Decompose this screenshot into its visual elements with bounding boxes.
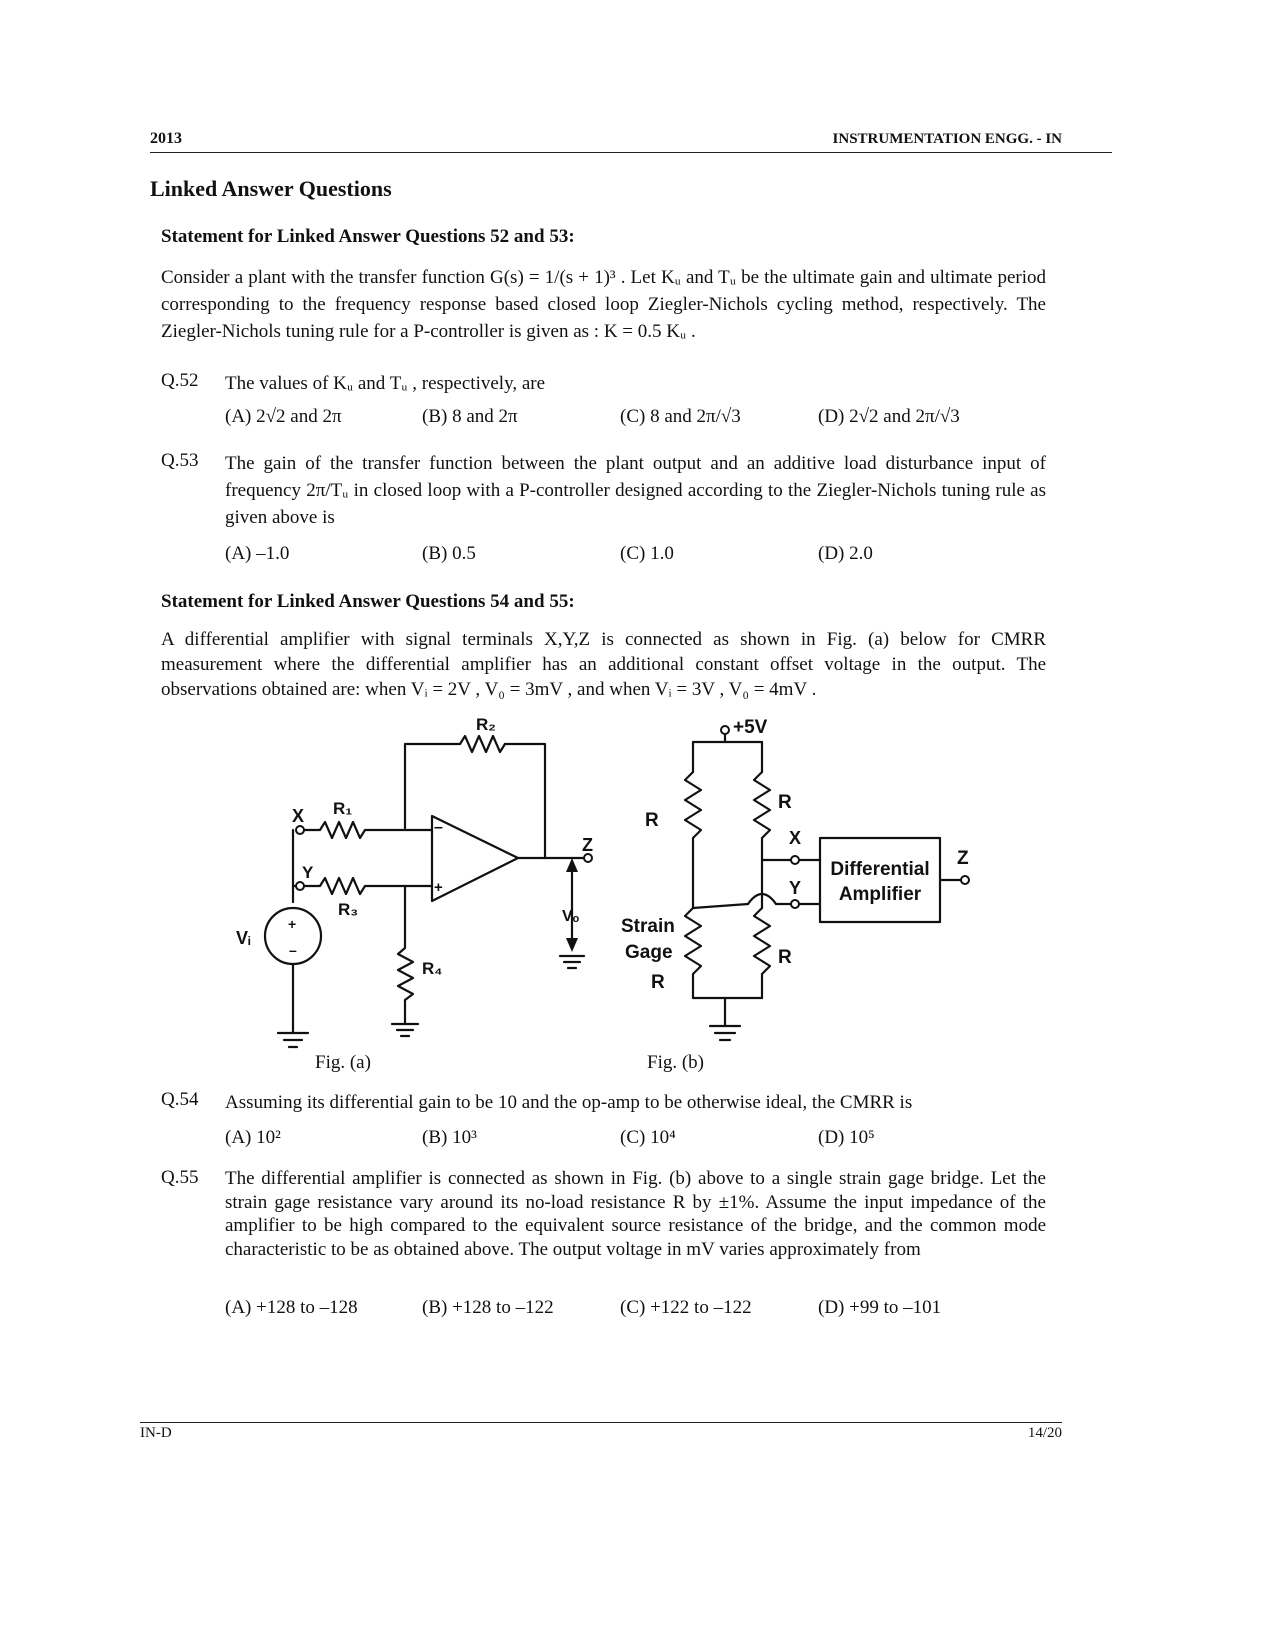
q55-text: The differential amplifier is connected as shown in Fig. (b) above to a single strain gage bridge. Let the strain gage resistance vary around its no-load resistance R by ±1%. Assume the input impedance of the amplifier to be high compared to the equivalent source resistance of the bridge, and the common mode characteristic to be as obtained above. The output voltage in mV varies approximately from bbox=[225, 1168, 1046, 1260]
fig-a-opamp-minus: – bbox=[434, 819, 443, 836]
q54-text: Assuming its differential gain to be 10 and the op-amp to be otherwise ideal, the CMRR is bbox=[225, 1092, 913, 1113]
fig-a-source-minus: – bbox=[289, 942, 297, 958]
q55-number: Q.55 bbox=[161, 1167, 199, 1188]
section-title: Linked Answer Questions bbox=[150, 176, 392, 201]
fig-a-label-r2: R₂ bbox=[476, 715, 496, 734]
q55-option-a: (A) +128 to –128 bbox=[225, 1297, 358, 1318]
q53-option-d: (D) 2.0 bbox=[818, 543, 873, 564]
q55-option-c: (C) +122 to –122 bbox=[620, 1297, 752, 1318]
fig-b-label-r-strain: R bbox=[651, 972, 665, 993]
statement2-text: A differential amplifier with signal terminals X,Y,Z is connected as shown in Fig. (a) below for CMRR measurement where the differential amplifier has an additional constant offset voltage in the output. The observations obtained are: when Vᵢ = 2V , V₀ = 3mV , and when Vᵢ = 3V , V₀ = 4mV . bbox=[161, 629, 1046, 700]
header-rule bbox=[150, 152, 1112, 153]
q53-option-c: (C) 1.0 bbox=[620, 543, 674, 564]
fig-b-label-y: Y bbox=[789, 878, 802, 898]
fig-a-label-r1: R₁ bbox=[333, 799, 353, 818]
footer-code: IN-D bbox=[140, 1425, 172, 1441]
q53-text: The gain of the transfer function between the plant output and an additive load disturbance input of frequency 2π/Tᵤ in closed loop with a P-controller designed according to the Ziegler-Nichols tuning rule as given above is bbox=[225, 453, 1046, 528]
figure-a-diagram bbox=[220, 708, 610, 1058]
fig-a-label-vi: Vᵢ bbox=[236, 928, 251, 948]
figure-b-caption: Fig. (b) bbox=[647, 1052, 704, 1073]
fig-a-label-z: Z bbox=[582, 835, 593, 855]
header-year: 2013 bbox=[150, 130, 182, 147]
footer-page: 14/20 bbox=[1027, 1425, 1062, 1441]
q52-option-a: (A) 2√2 and 2π bbox=[225, 406, 342, 427]
q54-option-c: (C) 10⁴ bbox=[620, 1127, 676, 1148]
q52-text: The values of Kᵤ and Tᵤ , respectively, are bbox=[225, 373, 546, 394]
fig-b-label-r-left: R bbox=[645, 810, 659, 831]
q54-option-a: (A) 10² bbox=[225, 1127, 281, 1148]
q53-number: Q.53 bbox=[161, 450, 199, 471]
fig-b-amp-line2: Amplifier bbox=[838, 884, 922, 905]
q52-number: Q.52 bbox=[161, 370, 199, 391]
fig-a-label-vo: Vₒ bbox=[562, 908, 580, 925]
q54-option-b: (B) 10³ bbox=[422, 1127, 477, 1148]
header-subject: INSTRUMENTATION ENGG. - IN bbox=[832, 131, 1062, 147]
fig-b-label-x: X bbox=[789, 828, 802, 848]
fig-a-label-r4: R₄ bbox=[422, 959, 443, 978]
fig-b-label-r-right-bottom: R bbox=[778, 947, 792, 968]
fig-b-label-r-right-top: R bbox=[778, 792, 792, 813]
fig-b-label-strain: Strain bbox=[621, 916, 675, 937]
figure-b-diagram bbox=[615, 708, 995, 1058]
q53-option-a: (A) –1.0 bbox=[225, 543, 290, 564]
q55-option-d: (D) +99 to –101 bbox=[818, 1297, 942, 1318]
fig-a-opamp-plus: + bbox=[434, 879, 443, 896]
fig-b-label-z: Z bbox=[957, 848, 969, 869]
q52-option-d: (D) 2√2 and 2π/√3 bbox=[818, 406, 960, 427]
fig-b-label-supply: +5V bbox=[733, 717, 768, 738]
q53-option-b: (B) 0.5 bbox=[422, 543, 476, 564]
q54-number: Q.54 bbox=[161, 1089, 199, 1110]
q52-option-c: (C) 8 and 2π/√3 bbox=[620, 406, 741, 427]
fig-a-label-y: Y bbox=[302, 863, 314, 882]
fig-b-label-gage: Gage bbox=[625, 942, 673, 963]
q55-option-b: (B) +128 to –122 bbox=[422, 1297, 554, 1318]
fig-b-amp-line1: Differential bbox=[830, 859, 930, 880]
figure-a-caption: Fig. (a) bbox=[315, 1052, 371, 1073]
fig-a-source-plus: + bbox=[288, 916, 297, 932]
statement2-title: Statement for Linked Answer Questions 54 and 55: bbox=[161, 591, 575, 612]
q54-option-d: (D) 10⁵ bbox=[818, 1127, 875, 1148]
statement1-text: Consider a plant with the transfer function G(s) = 1/(s + 1)³ . Let Kᵤ and Tᵤ be the ultimate gain and ultimate period corresponding to the frequency response based closed loop Ziegler-Nichols cycling method, respectively. The Ziegler-Nichols tuning rule for a P-controller is given as : K = 0.5 Kᵤ . bbox=[161, 267, 1046, 342]
statement1-title: Statement for Linked Answer Questions 52 and 53: bbox=[161, 226, 575, 247]
fig-a-label-r3: R₃ bbox=[338, 900, 359, 919]
footer-rule bbox=[140, 1422, 1062, 1423]
fig-a-label-x: X bbox=[292, 806, 305, 826]
q52-option-b: (B) 8 and 2π bbox=[422, 406, 518, 427]
